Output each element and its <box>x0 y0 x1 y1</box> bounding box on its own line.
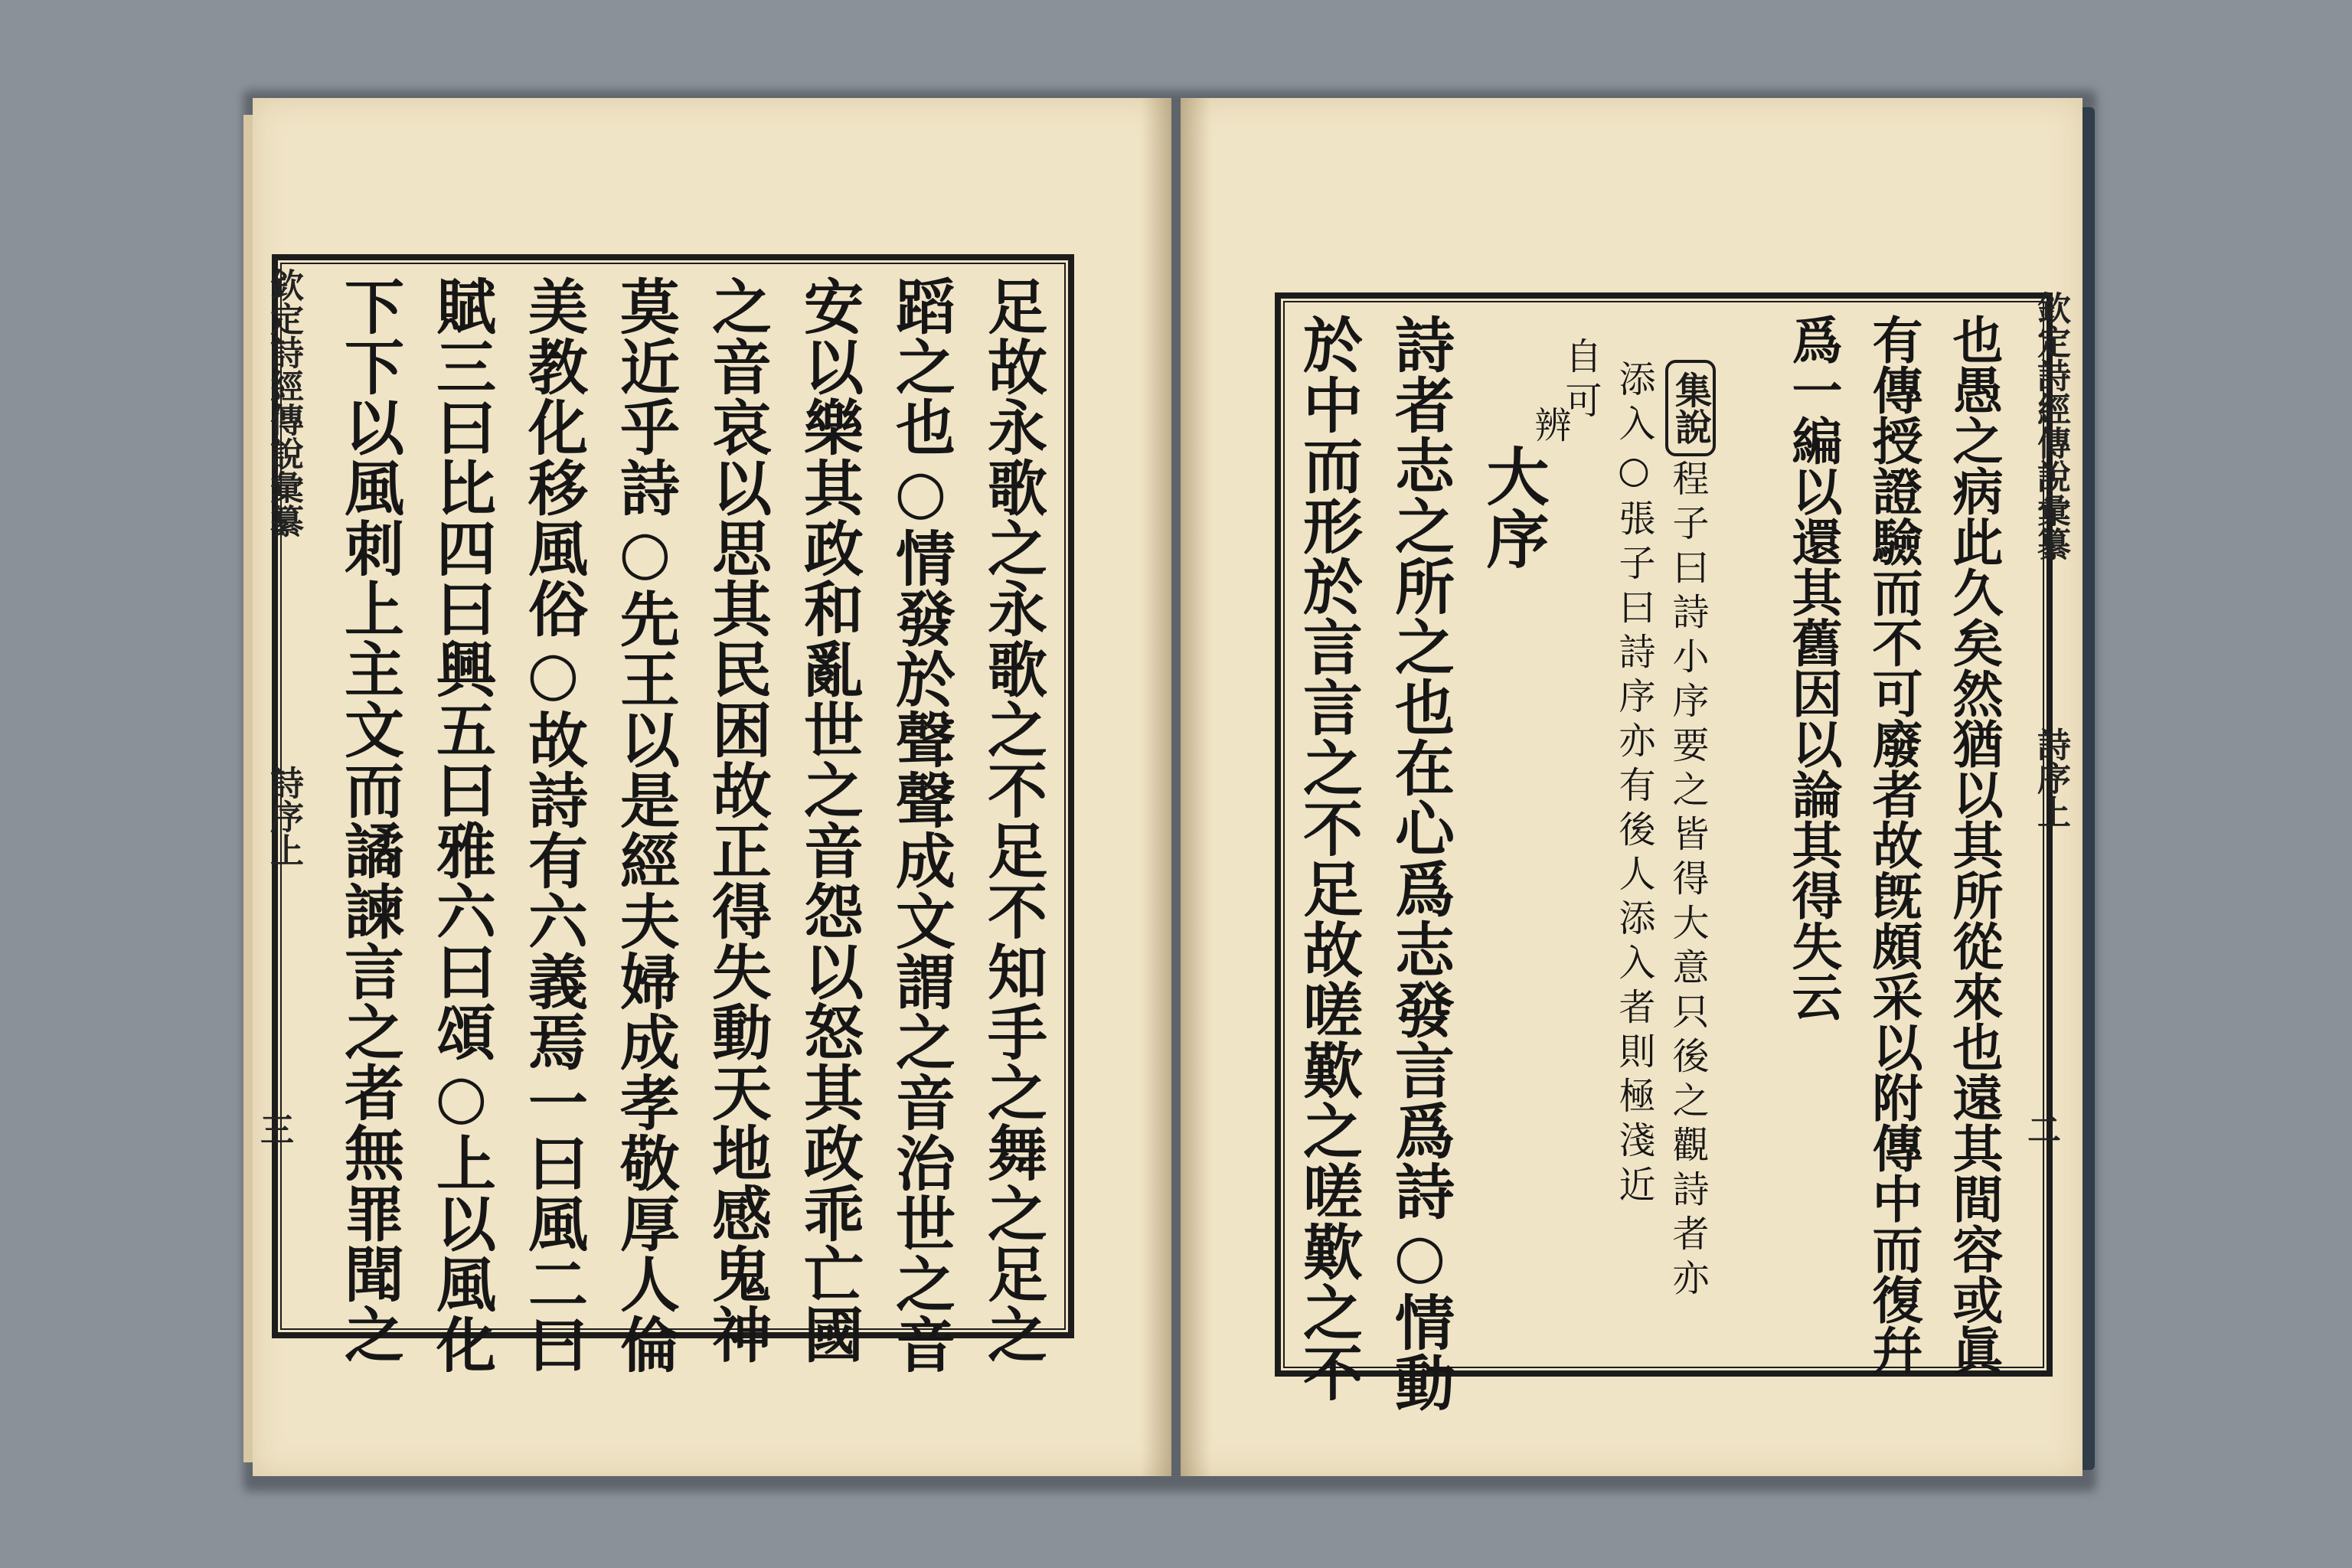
right-margin-section: 詩序上 <box>2031 727 2070 828</box>
right-preface-column-2: 有傳授證驗而不可廢者故旣頗采以附傳中而復幷 <box>1864 314 1923 1375</box>
book-cover-edge <box>2081 107 2095 1470</box>
main-text-column-1: 詩者志之所之也在心爲志發言爲詩○情動 <box>1385 314 1455 1413</box>
left-text-column-5: 莫近乎詩○先王以是經夫婦成孝敬厚人倫 <box>610 276 680 1374</box>
right-margin-title: 欽定詩經傳說彙纂 <box>2031 291 2070 560</box>
commentary-column-2: 添入○張子曰詩序亦有後人添入者則極淺近 <box>1612 360 1655 1210</box>
right-folio-number: 二 <box>2027 1111 2061 1150</box>
left-text-column-7: 賦三曰比四曰興五曰雅六曰頌○上以風化 <box>426 276 496 1374</box>
left-text-column-3: 安以樂其政和亂世之音怨以怒其政乖亡國 <box>794 276 864 1364</box>
jishuo-tag: 集說 <box>1665 360 1716 456</box>
left-text-column-2: 蹈之也○情發於聲聲成文謂之音治世之音 <box>886 276 956 1374</box>
commentary-column-1: 程子曰詩小序要之皆得大意只後之觀詩者亦 <box>1666 459 1709 1303</box>
left-margin-section: 詩序上 <box>264 766 303 867</box>
left-text-column-8: 下下以風刺上主文而譎諫言之者無罪聞之 <box>335 276 404 1364</box>
commentary-column-3: 自可 <box>1559 337 1602 426</box>
left-margin-title: 欽定詩經傳說彙纂 <box>264 268 303 537</box>
left-text-column-6: 美教化移風俗○故詩有六義焉一曰風二曰 <box>518 276 588 1374</box>
main-text-column-2: 於中而形於言言之不足故嗟歎之嗟歎之不 <box>1293 314 1363 1403</box>
commentary-column-4: 辨 <box>1528 406 1571 450</box>
right-preface-column-3: 爲一編以還其舊因以論其得失云 <box>1783 314 1843 1021</box>
left-text-column-4: 之音哀以思其民困故正得失動天地感鬼神 <box>702 276 772 1364</box>
left-folio-number: 三 <box>260 1111 294 1150</box>
left-text-column-1: 足故永歌之永歌之不足不知手之舞之足之 <box>978 276 1047 1364</box>
right-preface-column-1: 也愚之病此久矣然猶以其所從來也遠其間容或眞 <box>1944 314 2004 1375</box>
great-preface-heading: 大序 <box>1476 444 1550 570</box>
